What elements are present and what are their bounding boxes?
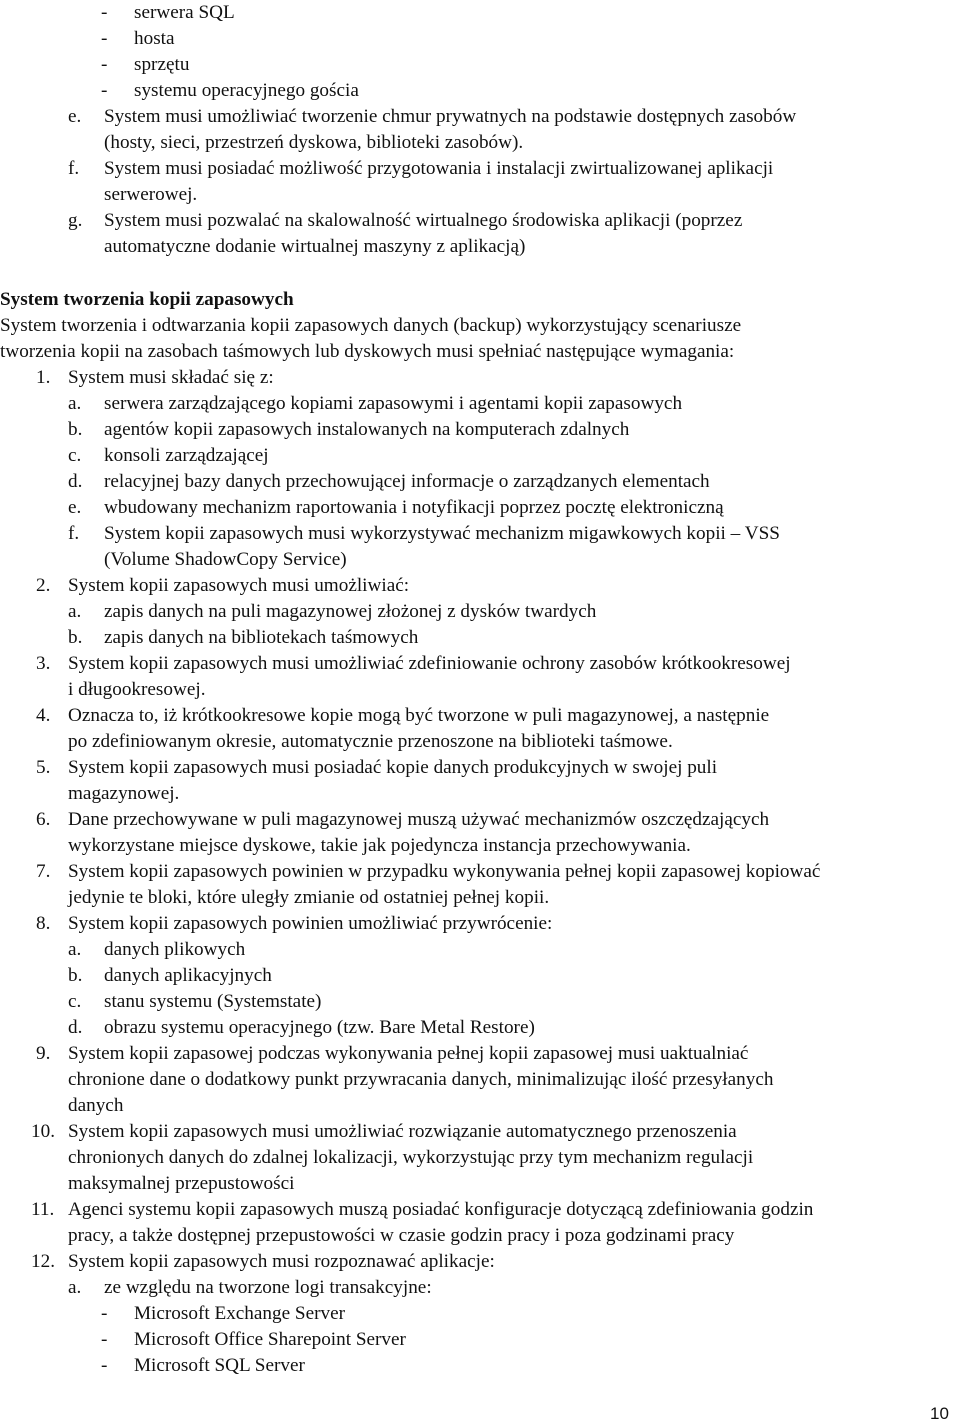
- item-marker: f.: [68, 158, 80, 179]
- item-text: System musi pozwalać na skalowalność wirtualnego środowiska aplikacji (poprzez: [104, 210, 743, 231]
- sub-item-cont: [0, 547, 960, 573]
- requirement-2: [0, 573, 960, 599]
- list-item-e-cont: [0, 130, 960, 156]
- list-item: [0, 78, 960, 104]
- sub-item: [0, 1275, 960, 1301]
- req-text: System kopii zapasowych powinien w przypadku wykonywania pełnej kopii zapasowej kopiować: [68, 861, 821, 882]
- requirement-12: [0, 1249, 960, 1275]
- req-number: 2.: [36, 575, 51, 596]
- req-text: Dane przechowywane w puli magazynowej muszą używać mechanizmów oszczędzających: [68, 809, 770, 830]
- item-marker: b.: [68, 965, 83, 986]
- list-item-text: hosta: [134, 28, 175, 49]
- sub-item: [0, 443, 960, 469]
- requirement-11-cont: [0, 1223, 960, 1249]
- req-number: 7.: [36, 861, 51, 882]
- req-text: chronione dane o dodatkowy punkt przywracania danych, minimalizując ilość przesyłanych: [68, 1069, 774, 1090]
- req-text: System kopii zapasowych musi rozpoznawać aplikacje:: [68, 1251, 495, 1272]
- page-number: 10: [930, 1404, 949, 1423]
- item-text: System musi umożliwiać tworzenie chmur prywatnych na podstawie dostępnych zasobów: [104, 106, 797, 127]
- app-text: Microsoft Exchange Server: [134, 1303, 345, 1324]
- item-text: automatyczne dodanie wirtualnej maszyny z aplikacją): [104, 236, 526, 257]
- item-marker: d.: [68, 471, 83, 492]
- section-heading: [0, 287, 960, 313]
- item-text: agentów kopii zapasowych instalowanych na komputerach zdalnych: [104, 419, 630, 440]
- req-text: System kopii zapasowych musi umożliwiać zdefiniowanie ochrony zasobów krótkookresowej: [68, 653, 791, 674]
- item-marker: c.: [68, 445, 82, 466]
- item-marker: d.: [68, 1017, 83, 1038]
- item-marker: b.: [68, 419, 83, 440]
- item-marker: b.: [68, 627, 83, 648]
- item-text: obrazu systemu operacyjnego (tzw. Bare Metal Restore): [104, 1017, 535, 1038]
- item-marker: a.: [68, 939, 82, 960]
- list-item-e: [0, 104, 960, 130]
- item-marker: e.: [68, 106, 82, 127]
- intro-text: tworzenia kopii na zasobach taśmowych lub dyskowych musi spełniać następujące wymagania:: [0, 341, 735, 362]
- req-text: danych: [68, 1095, 124, 1116]
- req-text: i długookresowej.: [68, 679, 206, 700]
- requirement-6: [0, 807, 960, 833]
- req-text: Oznacza to, iż krótkookresowe kopie mogą być tworzone w puli magazynowej, a następnie: [68, 705, 770, 726]
- app-item: [0, 1353, 960, 1379]
- req-text: System musi składać się z:: [68, 367, 274, 388]
- sub-item: [0, 599, 960, 625]
- item-text: serwera zarządzającego kopiami zapasowymi i agentami kopii zapasowych: [104, 393, 683, 414]
- requirement-10-cont: [0, 1145, 960, 1171]
- list-item-g-cont: [0, 234, 960, 260]
- item-text: danych aplikacyjnych: [104, 965, 272, 986]
- req-text: System kopii zapasowych musi posiadać kopie danych produkcyjnych w swojej puli: [68, 757, 718, 778]
- requirement-7: [0, 859, 960, 885]
- list-item-f-cont: [0, 182, 960, 208]
- list-item-text: systemu operacyjnego gościa: [134, 80, 359, 101]
- requirement-10: [0, 1119, 960, 1145]
- item-text: serwerowej.: [104, 184, 198, 205]
- item-text: zapis danych na bibliotekach taśmowych: [104, 627, 419, 648]
- req-text: System kopii zapasowych powinien umożliwiać przywrócenie:: [68, 913, 553, 934]
- intro-text: System tworzenia i odtwarzania kopii zapasowych danych (backup) wykorzystujący scenariusze: [0, 315, 742, 336]
- list-item-g: [0, 208, 960, 234]
- item-marker: g.: [68, 210, 83, 231]
- req-text: po zdefiniowanym okresie, automatycznie przenoszone na biblioteki taśmowe.: [68, 731, 673, 752]
- sub-item: [0, 521, 960, 547]
- item-marker: f.: [68, 523, 80, 544]
- req-text: magazynowej.: [68, 783, 180, 804]
- list-item: [0, 0, 960, 26]
- requirement-6-cont: [0, 833, 960, 859]
- req-text: Agenci systemu kopii zapasowych muszą posiadać konfiguracje dotyczącą zdefiniowania godzin: [68, 1199, 814, 1220]
- requirement-9: [0, 1041, 960, 1067]
- requirement-9-cont: [0, 1093, 960, 1119]
- req-number: 4.: [36, 705, 51, 726]
- app-item: [0, 1327, 960, 1353]
- req-number: 1.: [36, 367, 51, 388]
- list-item-text: sprzętu: [134, 54, 190, 75]
- sub-item: [0, 417, 960, 443]
- requirement-5-cont: [0, 781, 960, 807]
- requirement-5: [0, 755, 960, 781]
- item-text: relacyjnej bazy danych przechowującej informacje o zarządzanych elementach: [104, 471, 710, 492]
- item-marker: a.: [68, 393, 82, 414]
- sub-item: [0, 391, 960, 417]
- sub-item: [0, 989, 960, 1015]
- requirement-7-cont: [0, 885, 960, 911]
- req-text: chronionych danych do zdalnej lokalizacji, wykorzystując przy tym mechanizm regulacji: [68, 1147, 754, 1168]
- req-number: 6.: [36, 809, 51, 830]
- dash-marker: -: [101, 80, 108, 101]
- item-text: danych plikowych: [104, 939, 246, 960]
- req-number: 3.: [36, 653, 51, 674]
- req-text: System kopii zapasowych musi umożliwiać:: [68, 575, 410, 596]
- item-text: stanu systemu (Systemstate): [104, 991, 322, 1012]
- item-text: wbudowany mechanizm raportowania i notyfikacji poprzez pocztę elektroniczną: [104, 497, 724, 518]
- req-text: System kopii zapasowej podczas wykonywania pełnej kopii zapasowej musi uaktualniać: [68, 1043, 749, 1064]
- req-number: 11.: [31, 1199, 55, 1220]
- item-text: ze względu na tworzone logi transakcyjne:: [104, 1277, 432, 1298]
- dash-marker: -: [101, 1303, 108, 1324]
- requirement-1: [0, 365, 960, 391]
- req-number: 9.: [36, 1043, 51, 1064]
- dash-marker: -: [101, 1329, 108, 1350]
- requirement-8: [0, 911, 960, 937]
- req-text: jedynie te bloki, które uległy zmianie od ostatniej pełnej kopii.: [68, 887, 550, 908]
- sub-item: [0, 963, 960, 989]
- sub-item: [0, 937, 960, 963]
- sub-item: [0, 1015, 960, 1041]
- item-text: konsoli zarządzającej: [104, 445, 269, 466]
- section-intro: [0, 313, 960, 339]
- req-number: 5.: [36, 757, 51, 778]
- requirement-4: [0, 703, 960, 729]
- dash-marker: -: [101, 1355, 108, 1376]
- section-intro-cont: [0, 339, 960, 365]
- app-text: Microsoft Office Sharepoint Server: [134, 1329, 406, 1350]
- list-item: [0, 26, 960, 52]
- item-marker: a.: [68, 1277, 82, 1298]
- item-marker: a.: [68, 601, 82, 622]
- requirement-4-cont: [0, 729, 960, 755]
- item-text: (hosty, sieci, przestrzeń dyskowa, biblioteki zasobów).: [104, 132, 524, 153]
- req-text: wykorzystane miejsce dyskowe, takie jak pojedyncza instancja przechowywania.: [68, 835, 691, 856]
- sub-item: [0, 495, 960, 521]
- list-item-text: serwera SQL: [134, 2, 235, 23]
- list-item-f: [0, 156, 960, 182]
- item-marker: e.: [68, 497, 82, 518]
- section-title: System tworzenia kopii zapasowych: [0, 289, 294, 310]
- item-text: System kopii zapasowych musi wykorzystywać mechanizm migawkowych kopii – VSS: [104, 523, 780, 544]
- requirement-11: [0, 1197, 960, 1223]
- dash-marker: -: [101, 28, 108, 49]
- req-text: maksymalnej przepustowości: [68, 1173, 295, 1194]
- list-item: [0, 52, 960, 78]
- app-item: [0, 1301, 960, 1327]
- item-marker: c.: [68, 991, 82, 1012]
- requirement-3: [0, 651, 960, 677]
- requirement-10-cont: [0, 1171, 960, 1197]
- requirement-9-cont: [0, 1067, 960, 1093]
- dash-marker: -: [101, 54, 108, 75]
- req-number: 8.: [36, 913, 51, 934]
- req-number: 10.: [31, 1121, 55, 1142]
- sub-item: [0, 469, 960, 495]
- req-number: 12.: [31, 1251, 55, 1272]
- sub-item: [0, 625, 960, 651]
- item-text: (Volume ShadowCopy Service): [104, 549, 347, 570]
- requirement-3-cont: [0, 677, 960, 703]
- item-text: zapis danych na puli magazynowej złożonej z dysków twardych: [104, 601, 597, 622]
- item-text: System musi posiadać możliwość przygotowania i instalacji zwirtualizowanej aplikacji: [104, 158, 774, 179]
- dash-marker: -: [101, 2, 108, 23]
- app-text: Microsoft SQL Server: [134, 1355, 305, 1376]
- req-text: pracy, a także dostępnej przepustowości w czasie godzin pracy i poza godzinami pracy: [68, 1225, 735, 1246]
- req-text: System kopii zapasowych musi umożliwiać rozwiązanie automatycznego przenoszenia: [68, 1121, 737, 1142]
